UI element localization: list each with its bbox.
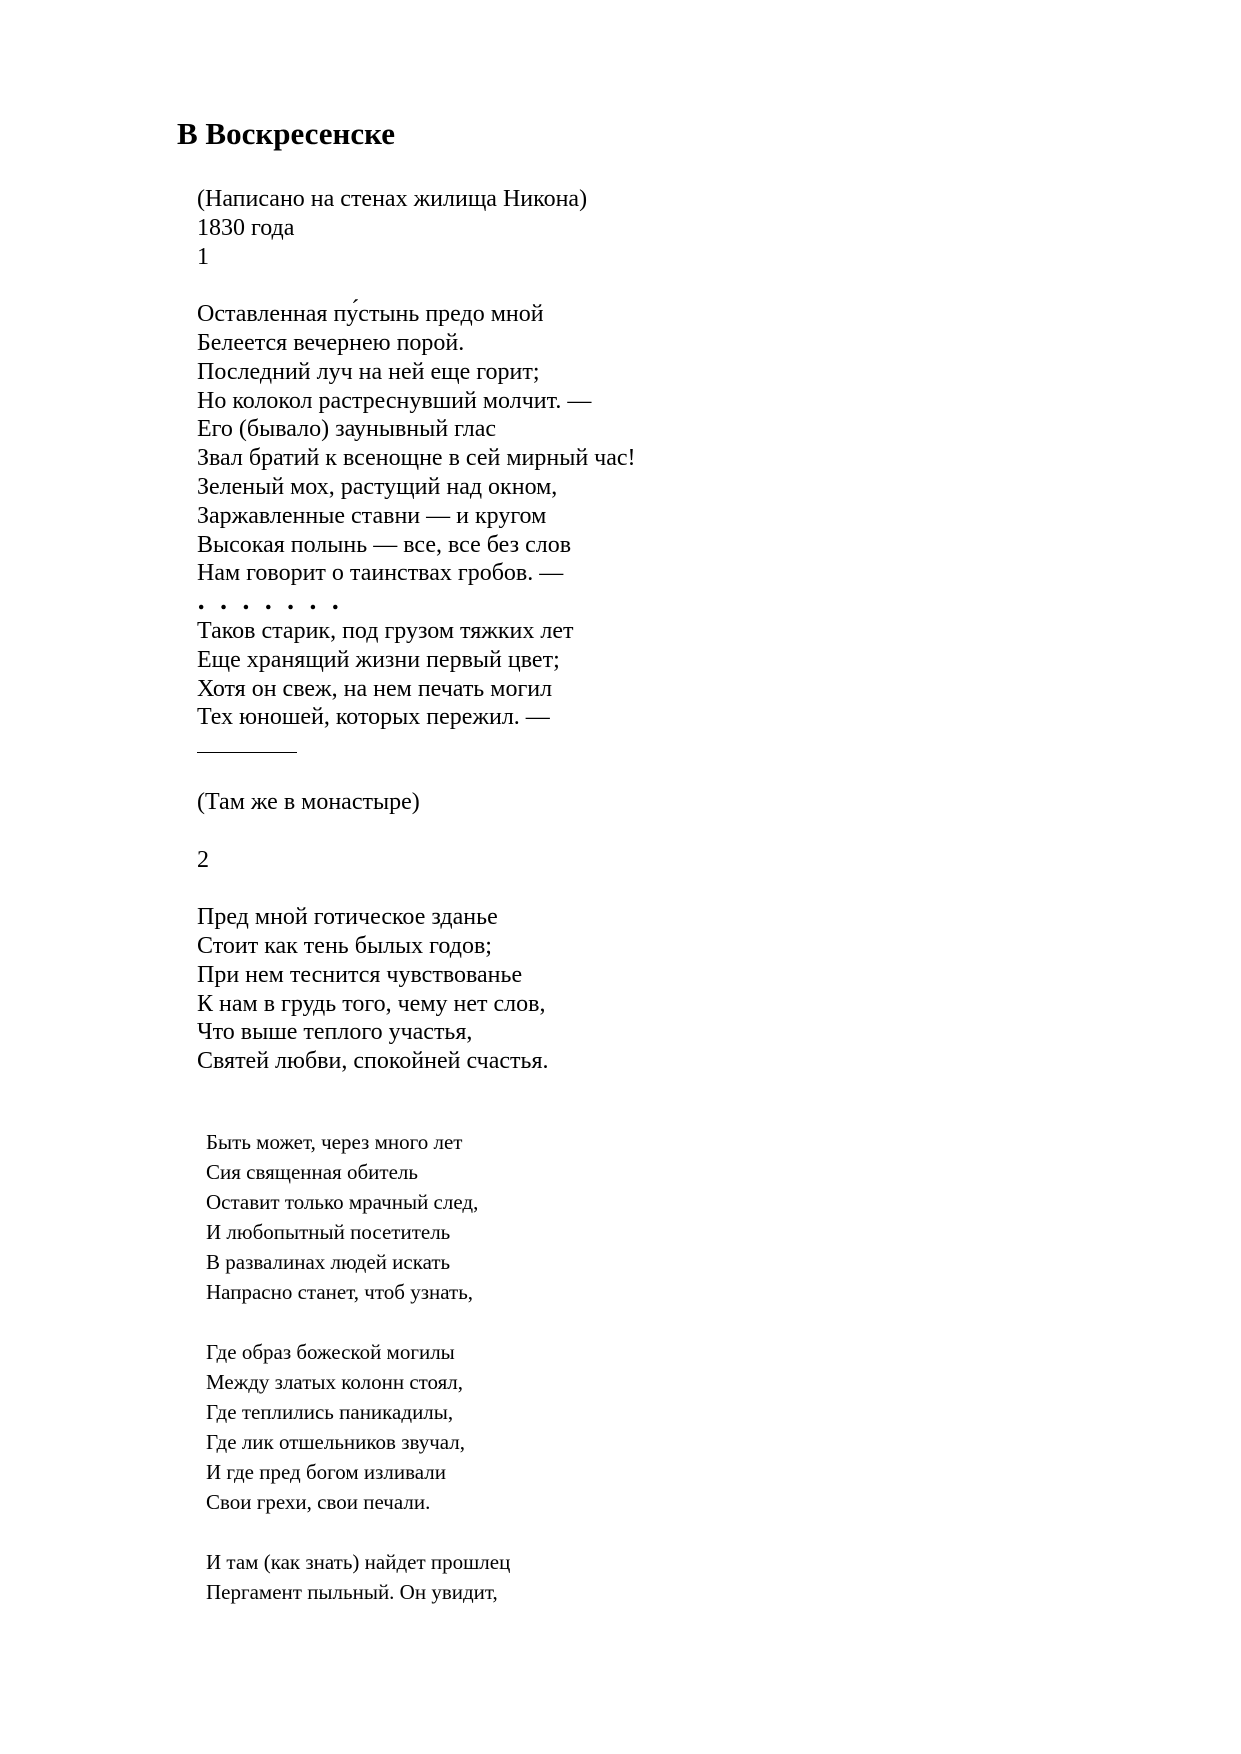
poem-line: К нам в грудь того, чему нет слов, [197,990,546,1017]
poem-title: В Воскресенске [177,116,395,151]
poem-line: Его (бывало) заунывный глас [197,416,497,443]
blank-line [197,817,548,846]
poem-line: Оставит только мрачный след, [206,1190,479,1214]
poem-line: Хотя он свеж, на нем печать могил [197,675,553,702]
blank-line [206,1307,510,1337]
poem-line: Зеленый мох, растущий над окном, [197,473,558,500]
poem-line: Напрасно станет, чтоб узнать, [206,1280,474,1304]
poem-line: Где образ божеской могилы [206,1340,455,1364]
poem-line: Еще хранящий жизни первый цвет; [197,646,560,673]
poem-line: Таков старик, под грузом тяжких лет [197,617,574,644]
part-1-subtitle: (Написано на стенах жилища Никона) [197,186,588,212]
poem-line: И где пред богом изливали [206,1460,446,1484]
poem-line: Звал братий к всенощне в сей мирный час! [197,445,636,472]
poem-line: Белеется вечернею порой. [197,329,465,356]
ellipsis-line: ․ ․ ․ ․ ․ ․ ․ [197,589,344,616]
poem-line: Тех юношей, которых пережил. — [197,704,550,731]
poem-line: Где теплились паникадилы, [206,1400,454,1424]
poem-line: И там (как знать) найдет прошлец [206,1550,511,1574]
blank-line [197,874,548,903]
part-1-number: 1 [197,243,209,270]
part-1 [197,185,636,732]
poem-line: Пергамент пыльный. Он увидит, [206,1580,498,1604]
section-divider [197,752,297,753]
poem-line: Где лик отшельников звучал, [206,1430,466,1454]
part-1-year: 1830 года [197,214,295,241]
poem-line: И любопытный посетитель [206,1220,451,1244]
poem-line: В развалинах людей искать [206,1250,451,1274]
poem-line: Нам говорит о таинствах гробов. — [197,560,564,587]
poem-line: Заржавленные ставни — и кругом [197,502,547,529]
poem-line: Но колокол растреснувший молчит. — [197,387,592,414]
poem-line: Последний луч на ней еще горит; [197,358,540,385]
poem-line: Быть может, через много лет [206,1130,463,1154]
part-2 [197,788,548,1076]
blank-line [206,1517,510,1547]
poem-line: Стоит как тень былых годов; [197,932,492,959]
blank-line [197,271,636,300]
poem-line: Между златых колонн стоял, [206,1370,464,1394]
part-2-subtitle: (Там же в монастыре) [197,789,420,815]
part-2-number: 2 [197,846,209,873]
part-3 [206,1127,510,1607]
poem-line: Что выше теплого участья, [197,1019,473,1046]
poem-line: Высокая полынь — все, все без слов [197,531,572,558]
poem-line: Свои грехи, свои печали. [206,1490,431,1514]
poem-line: При нем теснится чувствованье [197,961,523,988]
poem-line: Пред мной готическое зданье [197,904,498,931]
poem-line: Сия священная обитель [206,1160,418,1184]
poem-line: Оставленная пу́стынь предо мной [197,301,544,328]
poem-line: Святей любви, спокойней счастья. [197,1048,549,1075]
